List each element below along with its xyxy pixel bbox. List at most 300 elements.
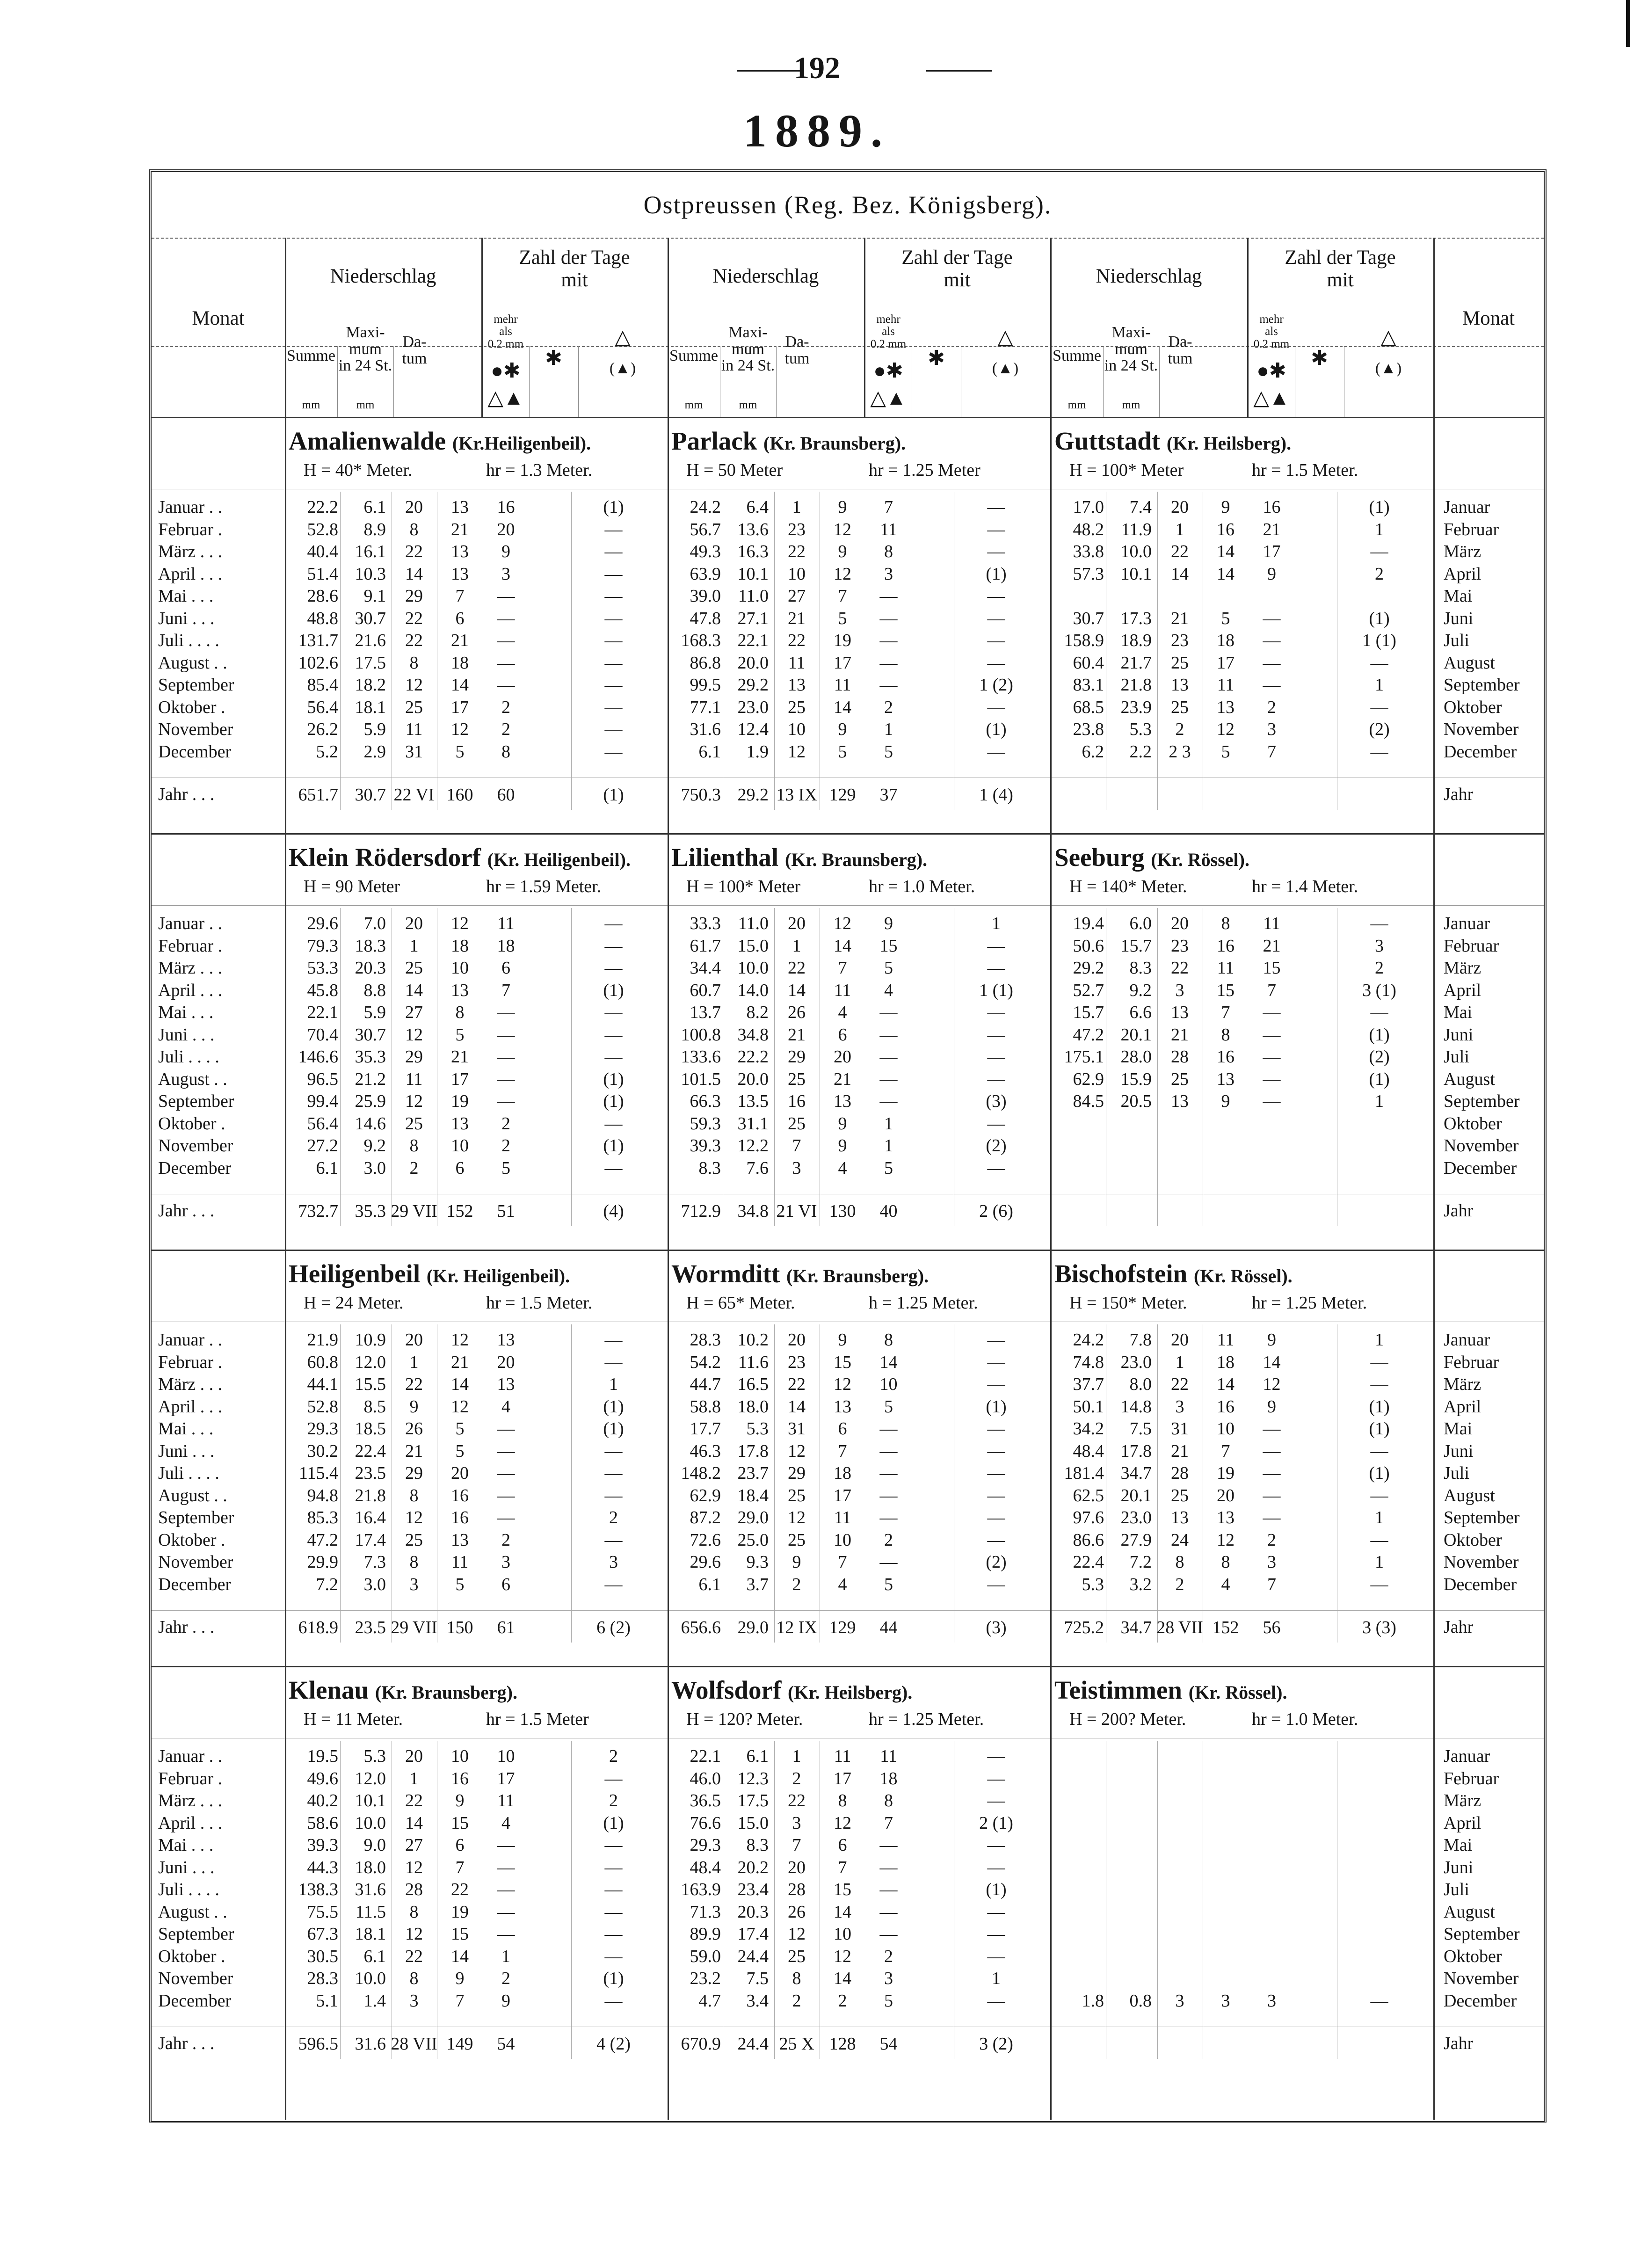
table-cell: 1 xyxy=(792,497,801,517)
month-label: November xyxy=(158,720,233,739)
table-cell: 48.2 xyxy=(1073,519,1104,539)
table-cell: 9 xyxy=(1267,564,1276,584)
table-cell: 1.8 xyxy=(1082,1991,1104,2011)
table-cell: 10 xyxy=(451,1746,469,1766)
station-elevation: H = 140* Meter. xyxy=(1069,877,1187,896)
table-cell: 22 xyxy=(451,1880,469,1899)
table-cell: 8.3 xyxy=(1129,958,1152,978)
table-cell: 11 xyxy=(834,675,851,695)
table-cell: 9.0 xyxy=(363,1835,386,1855)
table-cell: 13.6 xyxy=(737,519,769,539)
table-cell: 74.8 xyxy=(1073,1352,1104,1372)
header-summe-0: Summe xyxy=(287,347,335,364)
table-cell: 15.0 xyxy=(737,1813,769,1833)
table-cell: 85.4 xyxy=(307,675,338,695)
table-cell: 6 xyxy=(455,608,465,628)
table-cell: 96.5 xyxy=(307,1069,338,1089)
table-cell: 56.4 xyxy=(307,697,338,717)
table-cell: 20 xyxy=(1171,497,1189,517)
table-cell: 2 xyxy=(792,1574,801,1594)
table-cell: 28 xyxy=(1171,1463,1189,1483)
table-cell: — xyxy=(1370,1374,1388,1394)
header-niederschlag-0: Niederschlag xyxy=(330,265,436,287)
table-cell: — xyxy=(604,1352,623,1372)
jahr-cell: 656.6 xyxy=(681,1618,721,1637)
table-cell: 9.1 xyxy=(363,586,386,606)
table-cell: 25 xyxy=(405,697,423,717)
table-cell: 34.8 xyxy=(737,1025,769,1045)
month-label: November xyxy=(158,1552,233,1572)
table-cell: 23.5 xyxy=(355,1463,386,1483)
table-cell: — xyxy=(1263,675,1281,695)
table-header xyxy=(152,238,1544,417)
table-cell: — xyxy=(604,697,623,717)
station-title xyxy=(1054,1259,1293,1288)
table-cell: 17 xyxy=(1263,542,1281,561)
table-cell: 3.4 xyxy=(746,1991,769,2011)
table-cell: 10 xyxy=(1217,1419,1235,1439)
month-label: September xyxy=(158,1091,234,1111)
header-subdivider-1-1 xyxy=(776,346,777,417)
table-cell: — xyxy=(987,1003,1005,1022)
table-cell: — xyxy=(879,1485,898,1505)
table-cell: 21 xyxy=(451,1047,469,1067)
table-cell: 9 xyxy=(455,1791,465,1810)
station-gauge-height: hr = 1.59 Meter. xyxy=(486,877,602,896)
header-niederschlag-1: Niederschlag xyxy=(712,265,819,287)
table-cell: 25 xyxy=(788,1113,806,1134)
table-cell: 11 xyxy=(880,519,897,539)
table-cell: 10.1 xyxy=(355,1791,386,1810)
table-cell: 1 (2) xyxy=(979,675,1013,695)
station-title xyxy=(1054,426,1291,456)
table-cell: — xyxy=(604,1330,623,1350)
month-label: März . . . xyxy=(158,958,223,978)
table-cell: (2) xyxy=(1369,720,1390,739)
month-label: März . . . xyxy=(158,1374,223,1394)
table-cell: 14 xyxy=(405,980,423,1000)
table-cell: 15.7 xyxy=(1120,936,1152,956)
table-cell: — xyxy=(497,1025,515,1045)
table-cell: 63.9 xyxy=(690,564,721,584)
table-cell: 31.6 xyxy=(355,1880,386,1899)
month-label: December xyxy=(158,1991,232,2011)
table-cell: — xyxy=(987,586,1005,606)
table-cell: 13 xyxy=(1171,1508,1189,1527)
table-cell: 20.3 xyxy=(737,1902,769,1922)
table-cell: 25 xyxy=(788,1069,806,1089)
table-cell: 84.5 xyxy=(1073,1091,1104,1111)
month-label: Januar . . xyxy=(158,497,223,517)
month-label-right: September xyxy=(1444,1508,1520,1527)
table-cell: (1) xyxy=(986,1880,1007,1899)
table-cell: 9.3 xyxy=(746,1552,769,1572)
table-cell: 2 xyxy=(501,720,510,739)
month-label-right: December xyxy=(1444,1574,1517,1594)
table-cell: 12.0 xyxy=(355,1768,386,1788)
table-cell: 17.4 xyxy=(355,1530,386,1550)
table-cell: 21 xyxy=(451,631,469,650)
table-cell: 23.9 xyxy=(1120,697,1152,717)
table-cell: 1 xyxy=(409,936,419,956)
table-cell: 7 xyxy=(1267,980,1276,1000)
table-cell: 9 xyxy=(1267,1330,1276,1350)
month-label: Juli . . . . xyxy=(158,631,219,650)
table-cell: 10 xyxy=(834,1924,851,1944)
header-zahl-1: Zahl der Tage xyxy=(901,247,1013,269)
column-divider-3 xyxy=(1433,238,1435,2120)
table-cell: 31.1 xyxy=(737,1113,769,1134)
table-cell: 11.5 xyxy=(355,1902,386,1922)
data-table xyxy=(149,169,1547,2123)
table-cell: — xyxy=(604,653,623,673)
month-label-right: November xyxy=(1444,1552,1519,1572)
table-cell: 17 xyxy=(451,1069,469,1089)
table-cell: 2 xyxy=(609,1746,618,1766)
month-label: Juni . . . xyxy=(158,1025,215,1045)
table-cell: — xyxy=(987,1463,1005,1483)
month-label-right: Januar xyxy=(1444,1746,1490,1766)
table-cell: — xyxy=(987,958,1005,978)
month-label: Februar . xyxy=(158,1768,223,1788)
table-cell: 14 xyxy=(1217,1374,1235,1394)
table-cell: 10 xyxy=(879,1374,898,1394)
table-cell: 15 xyxy=(834,1880,851,1899)
table-cell: — xyxy=(604,1158,623,1178)
table-cell: 131.7 xyxy=(298,631,338,650)
header-monat-right: Monat xyxy=(1462,307,1515,329)
month-label: September xyxy=(158,1924,234,1944)
table-cell: 7 xyxy=(838,1857,847,1877)
station-gauge-height: hr = 1.5 Meter. xyxy=(486,1293,593,1313)
region-title: Ostpreussen (Reg. Bez. Königsberg). xyxy=(152,172,1544,239)
jahr-cell: 1 (4) xyxy=(979,785,1013,805)
table-cell: 101.5 xyxy=(681,1069,721,1089)
column-divider-1 xyxy=(668,238,669,2120)
table-cell: 46.3 xyxy=(690,1441,721,1461)
table-cell: 14 xyxy=(788,1396,806,1417)
table-cell: — xyxy=(1370,741,1388,762)
table-cell: 44.1 xyxy=(307,1374,338,1394)
station-kreis: (Kr. Heiligenbeil). xyxy=(426,1265,570,1287)
table-cell: 2 xyxy=(501,1136,510,1156)
table-cell: 148.2 xyxy=(681,1463,721,1483)
table-cell: 20 xyxy=(1171,1330,1189,1350)
table-cell: 31.6 xyxy=(690,720,721,739)
table-cell: 27 xyxy=(405,1003,423,1022)
table-cell: 99.4 xyxy=(307,1091,338,1111)
table-cell: 9 xyxy=(409,1396,419,1417)
jahr-cell: 44 xyxy=(879,1618,898,1637)
table-cell: — xyxy=(1263,1069,1281,1089)
month-label: Februar . xyxy=(158,1352,223,1372)
table-cell: 16.4 xyxy=(355,1508,386,1527)
month-label: April . . . xyxy=(158,564,223,584)
jahr-cell: 160 xyxy=(446,785,473,805)
table-cell: (1) xyxy=(603,1069,624,1089)
table-cell: — xyxy=(1263,1419,1281,1439)
jahr-cell: (3) xyxy=(986,1618,1007,1637)
table-cell: 3.7 xyxy=(746,1574,769,1594)
month-label-right: Juli xyxy=(1444,1463,1469,1483)
table-cell: 48.4 xyxy=(1073,1441,1104,1461)
table-cell: (2) xyxy=(986,1136,1007,1156)
table-cell: 76.6 xyxy=(690,1813,721,1833)
table-cell: 3 xyxy=(1221,1991,1230,2011)
table-cell: 15 xyxy=(451,1813,469,1833)
station-kreis: (Kr. Rössel). xyxy=(1193,1265,1293,1287)
table-cell: 2 xyxy=(609,1791,618,1810)
station-elevation: H = 11 Meter. xyxy=(304,1709,403,1729)
table-cell: 8 xyxy=(884,1791,893,1810)
table-cell: 20 xyxy=(405,497,423,517)
table-cell: 11 xyxy=(405,1069,423,1089)
table-cell: 20.3 xyxy=(355,958,386,978)
table-cell: 4 xyxy=(884,980,893,1000)
header-monat: Monat xyxy=(192,307,245,329)
table-cell: 8 xyxy=(409,1902,419,1922)
table-cell: 9 xyxy=(1267,1396,1276,1417)
table-cell: (1) xyxy=(603,1419,624,1439)
table-cell: 7.5 xyxy=(746,1969,769,1988)
month-label-right: November xyxy=(1444,1136,1519,1156)
table-cell: 3 xyxy=(1175,1396,1184,1417)
table-cell: 15 xyxy=(879,936,898,956)
table-cell: 5 xyxy=(884,1396,893,1417)
table-cell: — xyxy=(1263,631,1281,650)
table-cell: 2 xyxy=(792,1768,801,1788)
table-cell: 22 xyxy=(1171,1374,1189,1394)
month-label-right: August xyxy=(1444,1069,1495,1089)
month-label: Juni . . . xyxy=(158,608,215,628)
table-cell: — xyxy=(1263,608,1281,628)
month-label: Oktober . xyxy=(158,697,225,717)
table-cell: 1 xyxy=(1175,519,1184,539)
table-cell: 17.4 xyxy=(737,1924,769,1944)
month-label-right: August xyxy=(1444,1485,1495,1505)
table-cell: — xyxy=(497,1003,515,1022)
table-cell: 2 xyxy=(409,1158,419,1178)
table-cell: 22 xyxy=(1171,542,1189,561)
table-cell: 3 xyxy=(609,1552,618,1572)
table-cell: 29.3 xyxy=(690,1835,721,1855)
table-cell: 68.5 xyxy=(1073,697,1104,717)
table-cell: 19 xyxy=(451,1902,469,1922)
jahr-cell: 29.0 xyxy=(737,1618,769,1637)
table-cell: 16 xyxy=(1217,1396,1235,1417)
table-cell: 2.9 xyxy=(363,741,386,762)
table-cell: 18.1 xyxy=(355,1924,386,1944)
table-cell: 22.1 xyxy=(737,631,769,650)
table-cell: 8.3 xyxy=(746,1835,769,1855)
table-cell: 11 xyxy=(1217,958,1235,978)
table-cell: 146.6 xyxy=(298,1047,338,1067)
table-cell: 15.9 xyxy=(1120,1069,1152,1089)
table-cell: — xyxy=(497,1835,515,1855)
table-cell: 36.5 xyxy=(690,1791,721,1810)
table-cell: 39.3 xyxy=(690,1136,721,1156)
table-cell: 1 xyxy=(792,1746,801,1766)
jahr-cell: 29 VII xyxy=(391,1618,437,1637)
table-cell: — xyxy=(497,1463,515,1483)
table-cell: 12 xyxy=(405,675,423,695)
table-cell: — xyxy=(987,1508,1005,1527)
table-cell: — xyxy=(879,1857,898,1877)
table-cell: 8.3 xyxy=(698,1158,721,1178)
header-mm-a-2: mm xyxy=(1068,399,1086,411)
jahr-cell: 651.7 xyxy=(298,785,338,805)
table-cell: — xyxy=(987,608,1005,628)
table-cell: 1 xyxy=(1375,1091,1384,1111)
table-cell: (1) xyxy=(603,980,624,1000)
station-title xyxy=(671,426,906,456)
station-name: Heiligenbeil xyxy=(289,1259,421,1288)
table-cell: 6.0 xyxy=(1129,914,1152,933)
table-cell: — xyxy=(497,675,515,695)
table-cell: 5 xyxy=(455,1441,465,1461)
table-cell: 21.8 xyxy=(355,1485,386,1505)
table-cell: 29.6 xyxy=(307,914,338,933)
table-cell: 8 xyxy=(838,1791,847,1810)
table-cell: 12 xyxy=(788,1924,806,1944)
table-cell: 18.5 xyxy=(355,1419,386,1439)
table-cell: 25 xyxy=(788,1530,806,1550)
table-cell: 1 xyxy=(992,1969,1001,1988)
table-cell: 8 xyxy=(409,1136,419,1156)
table-cell: 8 xyxy=(409,1969,419,1988)
table-cell: (1) xyxy=(1369,608,1390,628)
jahr-cell: 29.2 xyxy=(737,785,769,805)
month-label-right: März xyxy=(1444,958,1481,978)
table-cell: 5.3 xyxy=(363,1746,386,1766)
table-cell: — xyxy=(604,1835,623,1855)
table-cell: — xyxy=(497,1069,515,1089)
table-cell: 97.6 xyxy=(1073,1508,1104,1527)
table-cell: 7 xyxy=(792,1835,801,1855)
month-label: Juni . . . xyxy=(158,1441,215,1461)
table-cell: — xyxy=(604,1991,623,2011)
table-cell: 20 xyxy=(788,914,806,933)
table-cell: 5 xyxy=(455,1574,465,1594)
section-rule-0 xyxy=(152,417,1544,418)
jahr-cell: 21 VI xyxy=(776,1201,817,1221)
table-cell: 8.5 xyxy=(363,1396,386,1417)
table-cell: 6 xyxy=(455,1835,465,1855)
table-cell: — xyxy=(604,631,623,650)
table-cell: 79.3 xyxy=(307,936,338,956)
table-cell: 21 xyxy=(405,1441,423,1461)
table-cell: 47.2 xyxy=(1073,1025,1104,1045)
table-cell: 14 xyxy=(1217,542,1235,561)
table-cell: 25 xyxy=(1171,653,1189,673)
table-cell: 1 (1) xyxy=(979,980,1013,1000)
jahr-cell: 23.5 xyxy=(355,1618,386,1637)
table-cell: 7 xyxy=(1221,1441,1230,1461)
table-cell: 21 xyxy=(451,519,469,539)
table-cell: 22 xyxy=(788,631,806,650)
jahr-cell: 31.6 xyxy=(355,2034,386,2054)
table-cell: 5.3 xyxy=(746,1419,769,1439)
table-cell: 14 xyxy=(834,697,851,717)
table-cell: — xyxy=(879,1552,898,1572)
table-cell: 9 xyxy=(838,720,847,739)
table-cell: 9 xyxy=(838,1113,847,1134)
table-cell: 25 xyxy=(405,1113,423,1134)
month-label-right: December xyxy=(1444,1991,1517,2011)
jahr-label: Jahr . . . xyxy=(158,1617,215,1637)
month-label-right: Mai xyxy=(1444,1419,1473,1439)
jahr-cell: 152 xyxy=(1212,1618,1239,1637)
table-cell: 5 xyxy=(501,1158,510,1178)
table-cell: 8 xyxy=(1221,1025,1230,1045)
table-cell: — xyxy=(497,1485,515,1505)
jahr-cell: 2 (6) xyxy=(979,1201,1013,1221)
table-cell: 3 xyxy=(792,1158,801,1178)
table-cell: 5 xyxy=(884,741,893,762)
header-maximum-0: Maxi- mum in 24 St. xyxy=(338,324,392,375)
table-cell: 8 xyxy=(884,542,893,561)
table-cell: 138.3 xyxy=(298,1880,338,1899)
table-cell: 6.1 xyxy=(698,741,721,762)
year-heading: 1889. xyxy=(743,105,891,157)
table-cell: 22 xyxy=(405,1946,423,1966)
header-mit-1: mit xyxy=(944,269,971,291)
table-cell: 19 xyxy=(834,631,851,650)
table-cell: 6.6 xyxy=(1129,1003,1152,1022)
station-kreis: (Kr. Rössel). xyxy=(1151,849,1249,870)
header-mm-b-1: mm xyxy=(739,399,757,411)
table-cell: 6.1 xyxy=(316,1158,338,1178)
station-gauge-height: hr = 1.25 Meter xyxy=(869,460,980,480)
month-label-right: Februar xyxy=(1444,1768,1499,1788)
table-cell: — xyxy=(987,1419,1005,1439)
header-mm-a-0: mm xyxy=(302,399,320,411)
table-cell: 16.5 xyxy=(737,1374,769,1394)
table-cell: (1) xyxy=(986,1396,1007,1417)
table-cell: 18 xyxy=(1217,631,1235,650)
month-label: Februar . xyxy=(158,936,223,956)
table-cell: 12 xyxy=(834,519,851,539)
table-cell: 31 xyxy=(405,741,423,762)
table-cell: 24.2 xyxy=(690,497,721,517)
jahr-cell: 34.8 xyxy=(737,1201,769,1221)
station-gauge-height: hr = 1.25 Meter. xyxy=(1252,1293,1367,1313)
table-cell: — xyxy=(1263,1441,1281,1461)
table-cell: — xyxy=(604,519,623,539)
table-cell: 83.1 xyxy=(1073,675,1104,695)
table-cell: 16 xyxy=(1217,519,1235,539)
table-cell: 11.6 xyxy=(738,1352,769,1372)
table-cell: 17 xyxy=(1217,653,1235,673)
station-kreis: (Kr. Braunsberg). xyxy=(784,849,928,870)
table-cell: 1 xyxy=(792,936,801,956)
section-rule-2 xyxy=(152,1250,1544,1251)
table-cell: 20.5 xyxy=(1120,1091,1152,1111)
table-cell: 22 xyxy=(405,1791,423,1810)
table-cell: 4.7 xyxy=(698,1991,721,2011)
table-cell: 4 xyxy=(838,1003,847,1022)
table-cell: — xyxy=(604,586,623,606)
table-cell: 133.6 xyxy=(681,1047,721,1067)
table-cell: 21 xyxy=(1263,519,1281,539)
table-cell: 49.3 xyxy=(690,542,721,561)
station-kreis: (Kr. Braunsberg). xyxy=(786,1265,929,1287)
table-cell: — xyxy=(987,1902,1005,1922)
table-cell: 14 xyxy=(834,1902,851,1922)
table-cell: 16 xyxy=(1263,497,1281,517)
table-cell: 20 xyxy=(1171,914,1189,933)
table-cell: 3.0 xyxy=(363,1158,386,1178)
